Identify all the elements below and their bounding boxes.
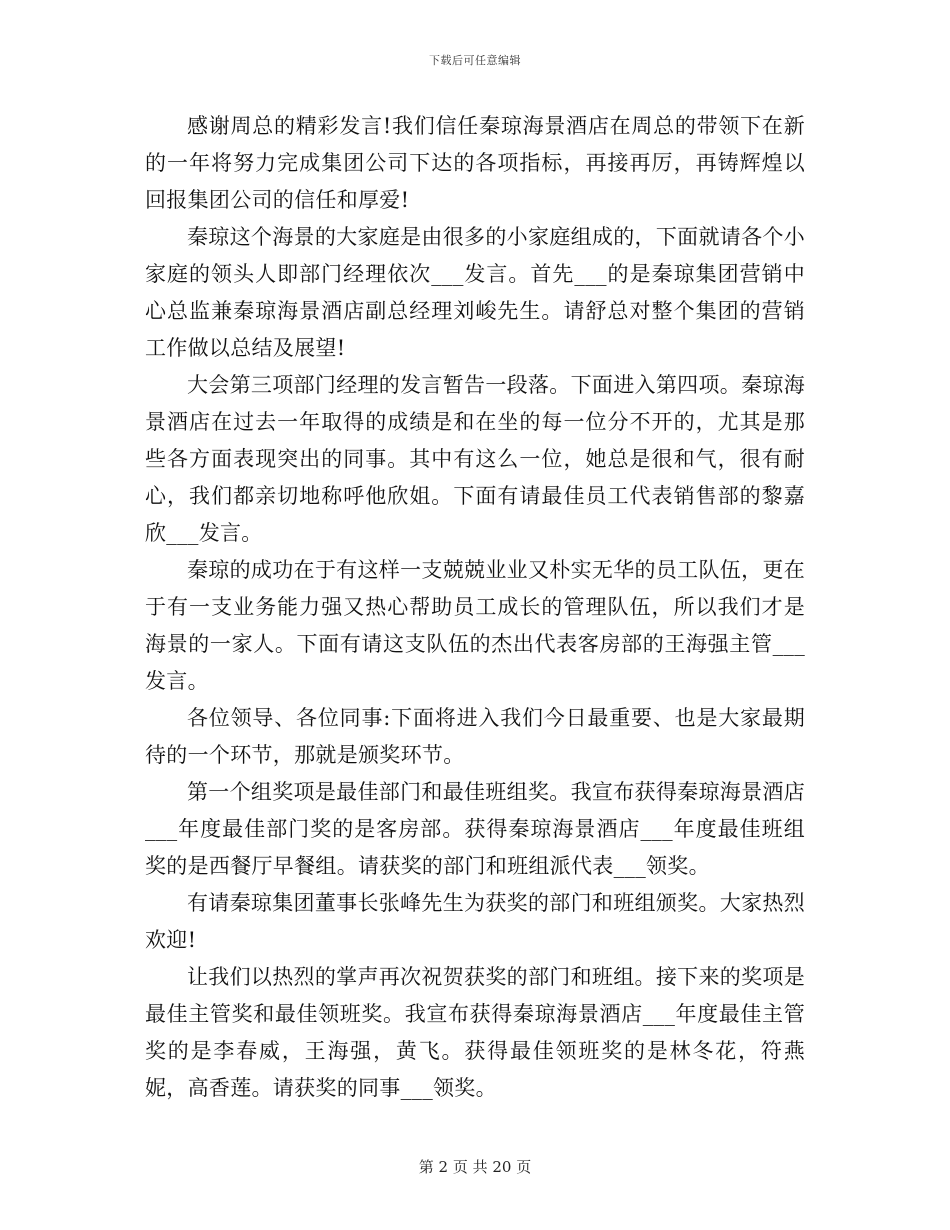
paragraph: 大会第三项部门经理的发言暂告一段落。下面进入第四项。秦琼海景酒店在过去一年取得的成绩是和在坐的每一位分不开的，尤其是那些各方面表现突出的同事。其中有这么一位，她总是很和气，很有耐心，我们都亲切地称呼他欣姐。下面有请最佳员工代表销售部的黎嘉欣___发言。 [145,373,805,545]
paragraph: 感谢周总的精彩发言!我们信任秦琼海景酒店在周总的带领下在新的一年将努力完成集团公司下达的各项指标，再接再厉，再铸辉煌以回报集团公司的信任和厚爱! [145,114,805,212]
page-header-note: 下载后可任意编辑 [429,54,521,67]
paragraph: 有请秦琼集团董事长张峰先生为获奖的部门和班组颁奖。大家热烈欢迎! [145,891,805,952]
paragraph: 让我们以热烈的掌声再次祝贺获奖的部门和班组。接下来的奖项是最佳主管奖和最佳领班奖。我宣布获得秦琼海景酒店___年度最佳主管奖的是李春威，王海强，黄飞。获得最佳领班奖的是林冬花，符燕妮，高香莲。请获奖的同事___领奖。 [145,965,805,1100]
paragraph: 第一个组奖项是最佳部门和最佳班组奖。我宣布获得秦琼海景酒店___年度最佳部门奖的是客房部。获得秦琼海景酒店___年度最佳班组奖的是西餐厅早餐组。请获奖的部门和班组派代表___领奖。 [145,780,805,878]
paragraph: 秦琼的成功在于有这样一支兢兢业业又朴实无华的员工队伍，更在于有一支业务能力强又热心帮助员工成长的管理队伍，所以我们才是海景的一家人。下面有请这支队伍的杰出代表客房部的王海强主管___发言。 [145,558,805,693]
document-body [145,108,805,1107]
page-number-footer: 第 2 页 共 20 页 [418,1158,532,1176]
paragraph: 秦琼这个海景的大家庭是由很多的小家庭组成的，下面就请各个小家庭的领头人即部门经理依次___发言。首先___的是秦琼集团营销中心总监兼秦琼海景酒店副总经理刘峻先生。请舒总对整个集团的营销工作做以总结及展望! [145,225,805,360]
paragraph: 各位领导、各位同事:下面将进入我们今日最重要、也是大家最期待的一个环节，那就是颁奖环节。 [145,706,805,767]
